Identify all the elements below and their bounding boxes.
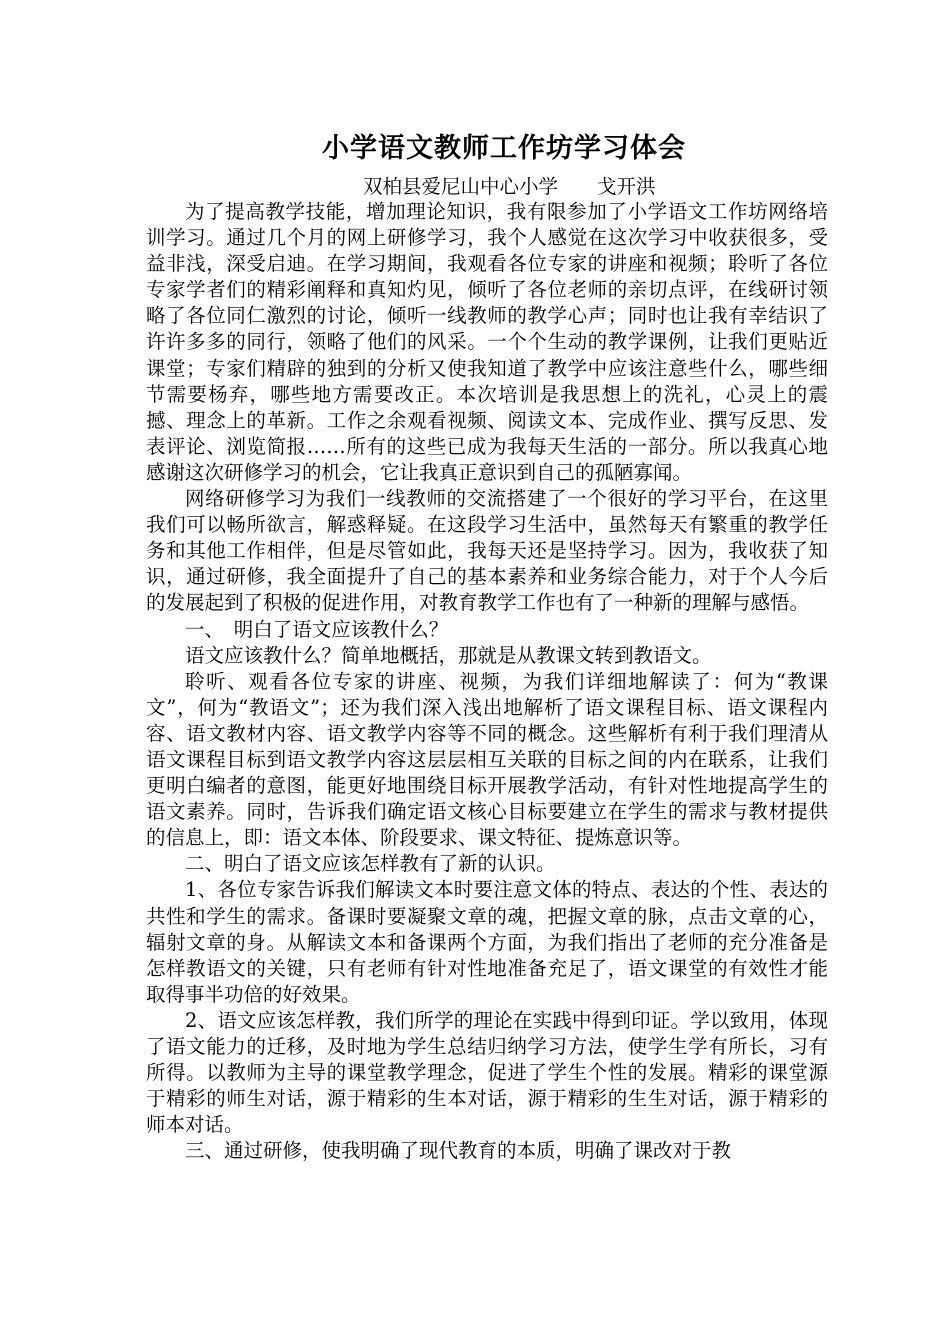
body-paragraph: 为了提高教学技能，增加理论知识，我有限参加了小学语文工作坊网络培训学习。通过几个月的网上研修学习，我个人感觉在这次学习中收获很多，受益非浅，深受启迪。在学习期间，我观看各位专家的讲座和视频；聆听了各位专家学者们的精彩阐释和真知灼见，倾听了各位老师的亲切点评，在线研讨领略了各位同仁激烈的讨论，倾听一线教师的教学心声；同时也让我有幸结识了许许多多的同行，领略了他们的风采。一个个生动的教学课例，让我们更贴近课堂；专家们精辟的独到的分析又使我知道了教学中应该注意些什么，哪些细节需要杨弃，哪些地方需要改正。本次培训是我思想上的洗礼，心灵上的震撼、理念上的革新。工作之余观看视频、阅读文本、完成作业、撰写反思、发表评论、浏览简报……所有的这些已成为我每天生活的一部分。所以我真心地感谢这次研修学习的机会，它让我真正意识到自己的孤陋寡闻。 <box>146 200 828 484</box>
body-paragraph: 2、语文应该怎样教，我们所学的理论在实践中得到印证。学以致用，体现了语文能力的迁移，及时地为学生总结归纳学习方法，使学生学有所长，习有所得。以教师为主导的课堂教学理念，促进了学生个性的发展。精彩的课堂源于精彩的师生对话，源于精彩的生本对话，源于精彩的生生对话，源于精彩的师本对话。 <box>146 1008 828 1137</box>
author-byline: 双柏县爱尼山中心小学 戈开洪 <box>363 175 656 198</box>
document-title: 小学语文教师工作坊学习体会 <box>322 133 686 164</box>
body-paragraph: 语文应该教什么？简单地概括，那就是从教课文转到教语文。 <box>185 643 712 667</box>
document-body <box>146 199 828 1164</box>
body-paragraph: 网络研修学习为我们一线教师的交流搭建了一个很好的学习平台，在这里我们可以畅所欲言，解惑释疑。在这段学习生活中，虽然每天有繁重的教学任务和其他工作相伴，但是尽管如此，我每天还是坚持学习。因为，我收获了知识，通过研修，我全面提升了自己的基本素养和业务综合能力，对于个人今后的发展起到了积极的促进作用，对教育教学工作也有了一种新的理解与感悟。 <box>146 487 828 615</box>
body-paragraph: 聆听、观看各位专家的讲座、视频，为我们详细地解读了：何为“教课文”，何为“教语文”；还为我们深入浅出地解析了语文课程目标、语文课程内容、语文教材内容、语文教学内容等不同的概念。这些解析有利于我们理清从语文课程目标到语文教学内容这层层相互关联的目标之间的内在联系，让我们更明白编者的意图，能更好地围绕目标开展教学活动，有针对性地提高学生的语文素养。同时，告诉我们确定语文核心目标要建立在学生的需求与教材提供的信息上，即：语文本体、阶段要求、课文特征、提炼意识等。 <box>146 669 828 850</box>
section-heading: 二、明白了语文应该怎样教有了新的认识。 <box>185 852 556 876</box>
section-heading: 一、 明白了语文应该教什么？ <box>185 617 449 641</box>
section-heading: 三、通过研修，使我明确了现代教育的本质，明确了课改对于教 <box>185 1139 732 1163</box>
body-paragraph: 1、各位专家告诉我们解读文本时要注意文体的特点、表达的个性、表达的共性和学生的需求。备课时要凝聚文章的魂，把握文章的脉，点击文章的心，辐射文章的身。从解读文本和备课两个方面，为我们指出了老师的充分准备是怎样教语文的关键，只有老师有针对性地准备充足了，语文课堂的有效性才能取得事半功倍的好效果。 <box>146 878 828 1006</box>
